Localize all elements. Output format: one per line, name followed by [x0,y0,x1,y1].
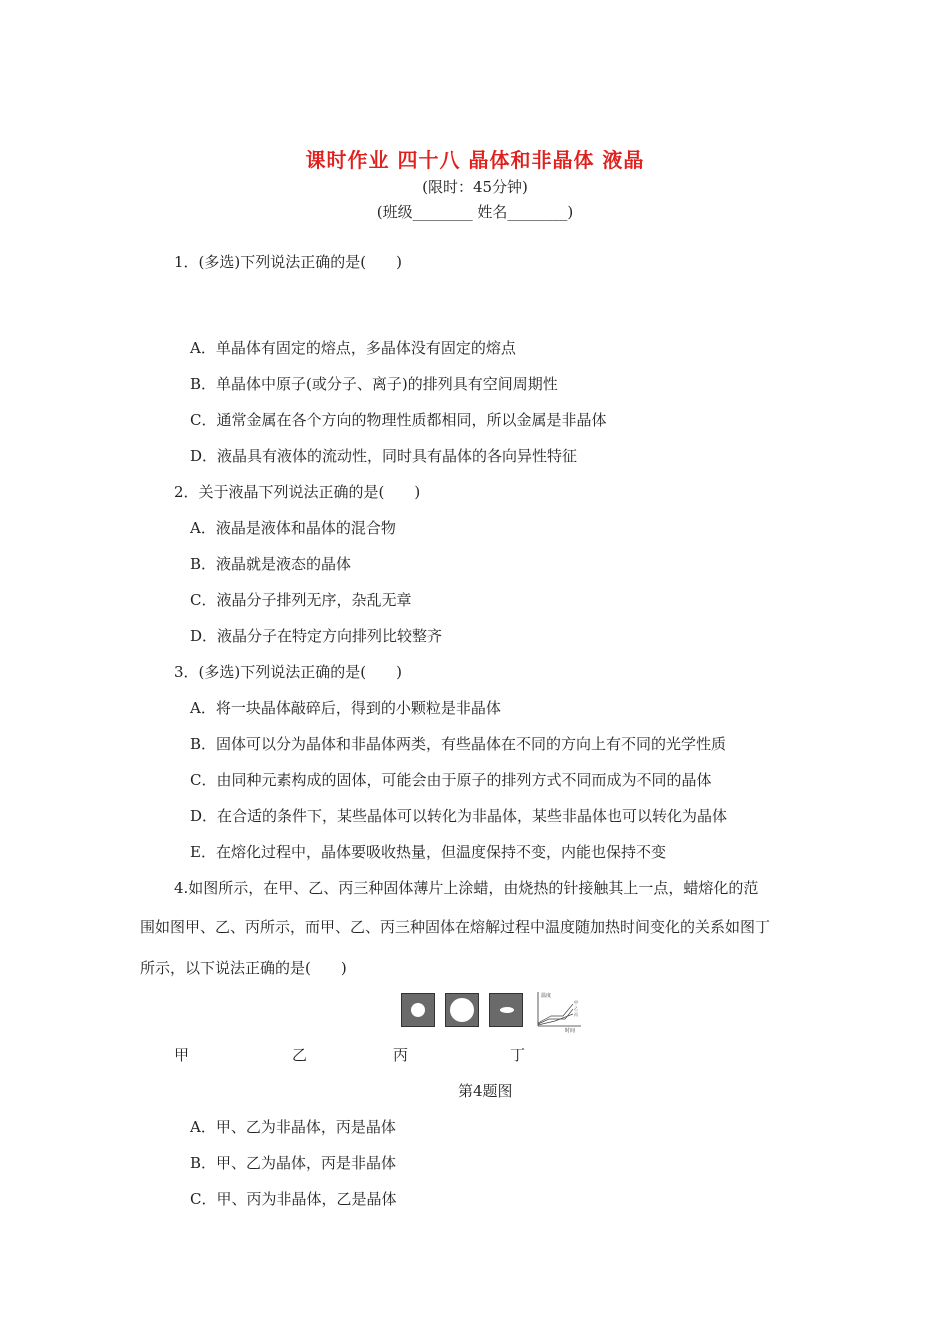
page-title: 课时作业 四十八 晶体和非晶体 液晶 [305,148,645,172]
question-4-figure [401,993,585,1034]
figure-jia-plate [401,993,435,1027]
question-2-stem: 2．关于液晶下列说法正确的是( ) [174,483,421,501]
melt-circle-small [411,1003,425,1017]
question-3-stem: 3．(多选)下列说法正确的是( ) [174,663,402,681]
graph-series-yi: 乙 [574,1006,578,1011]
melt-circle-large [450,998,474,1022]
melt-ellipse [500,1007,514,1013]
question-1-option-d: D．液晶具有液体的流动性，同时具有晶体的各向异性特征 [190,447,578,465]
graph-curve-yi [538,1009,573,1024]
question-4-stem-line-3: 所示，以下说法正确的是( ) [140,959,347,977]
question-4-stem-line-2: 围如图甲、乙、丙所示，而甲、乙、丙三种固体在熔解过程中温度随加热时间变化的关系如图丁 [140,918,771,936]
class-name-line: (班级________ 姓名________) [376,203,574,221]
figure-label-yi: 乙 [292,1046,308,1064]
question-4-option-b: B．甲、乙为晶体，丙是非晶体 [190,1154,397,1172]
question-3-option-c: C．由同种元素构成的固体，可能会由于原子的排列方式不同而成为不同的晶体 [190,771,712,789]
figure-bing-plate [489,993,523,1027]
graph-xlabel: 时间 [565,1028,576,1034]
question-1-option-b: B．单晶体中原子(或分子、离子)的排列具有空间周期性 [190,375,558,393]
figure-yi-plate [445,993,479,1027]
graph-series-bing: 丙 [574,1012,578,1017]
graph-series-jia: 甲 [574,1000,578,1005]
question-2-option-a: A．液晶是液体和晶体的混合物 [190,519,396,537]
figure-label-jia: 甲 [174,1046,190,1064]
question-3-option-a: A．将一块晶体敲碎后，得到的小颗粒是非晶体 [190,699,501,717]
question-3-option-d: D．在合适的条件下，某些晶体可以转化为非晶体，某些非晶体也可以转化为晶体 [190,807,728,825]
question-4-option-a: A．甲、乙为非晶体，丙是晶体 [190,1118,396,1136]
figure-ding-graph [535,990,585,1034]
question-1-option-c: C．通常金属在各个方向的物理性质都相同，所以金属是非晶体 [190,411,607,429]
figure-label-bing: 丙 [393,1046,409,1064]
question-4-option-c: C．甲、丙为非晶体，乙是晶体 [190,1190,397,1208]
question-3-option-e: E．在熔化过程中，晶体要吸收热量，但温度保持不变，内能也保持不变 [190,843,666,861]
question-1-option-a: A．单晶体有固定的熔点，多晶体没有固定的熔点 [190,339,516,357]
question-2-option-b: B．液晶就是液态的晶体 [190,555,352,573]
question-2-option-c: C．液晶分子排列无序，杂乱无章 [190,591,412,609]
graph-ylabel: 温度 [541,993,552,999]
question-4-stem-line-1: 4.如图所示，在甲、乙、丙三种固体薄片上涂蜡，由烧热的针接触其上一点，蜡熔化的范 [174,879,759,897]
figure-caption: 第4题图 [458,1082,513,1100]
graph-curve-jia [538,1004,573,1023]
question-1-stem: 1．(多选)下列说法正确的是( ) [174,253,402,271]
time-limit: (限时：45分钟) [422,178,528,196]
figure-label-ding: 丁 [510,1046,526,1064]
question-2-option-d: D．液晶分子在特定方向排列比较整齐 [190,627,443,645]
question-3-option-b: B．固体可以分为晶体和非晶体两类，有些晶体在不同的方向上有不同的光学性质 [190,735,727,753]
